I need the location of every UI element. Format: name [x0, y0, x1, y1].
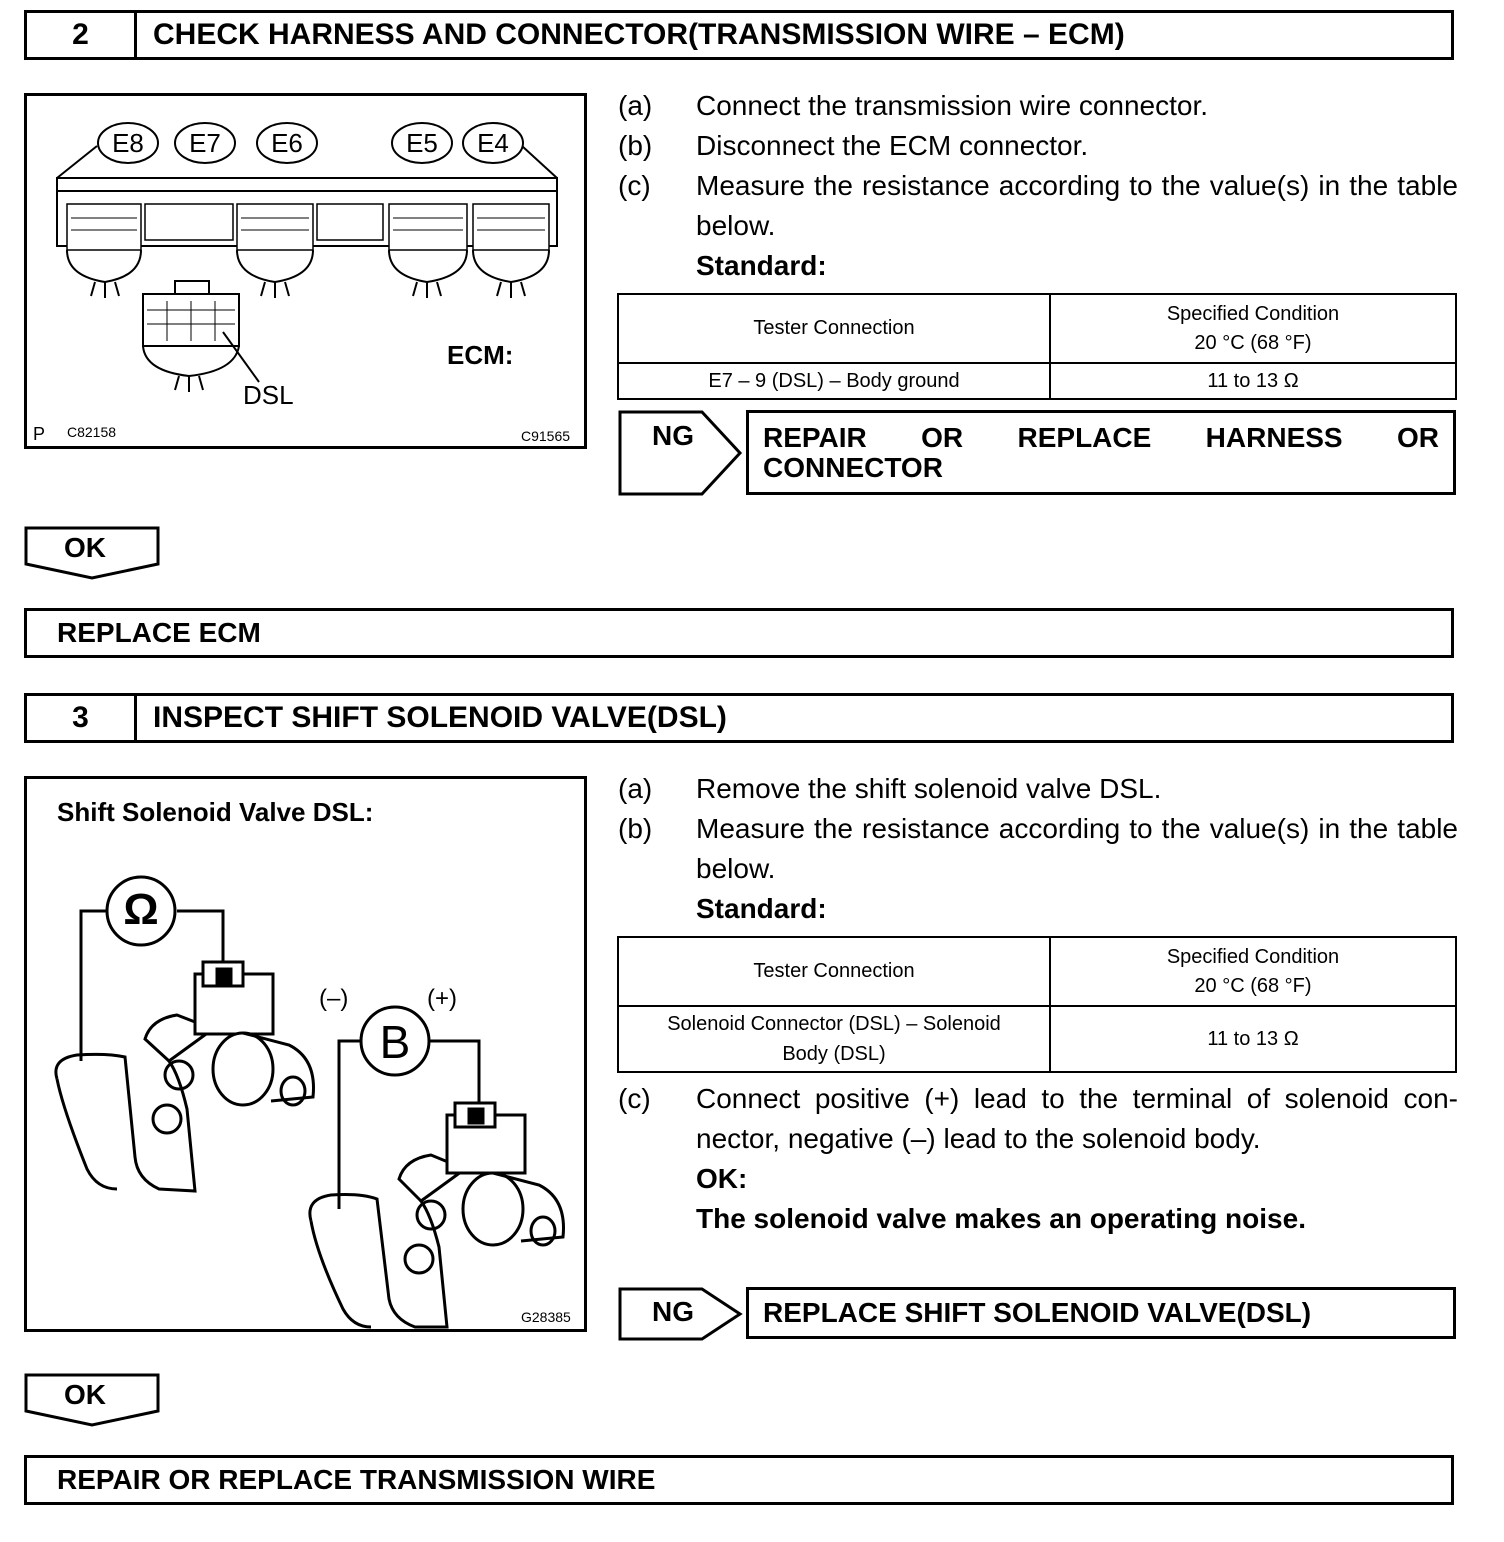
table-header-condition — [1050, 294, 1456, 363]
step2-spec-table — [617, 293, 1457, 400]
step-label: (a) — [618, 90, 653, 121]
step3-title: INSPECT SHIFT SOLENOID VALVE(DSL) — [153, 701, 727, 734]
figure-code-right: C91565 — [521, 428, 571, 444]
step3-ok-text: The solenoid valve makes an operating noise. — [696, 1203, 1306, 1234]
connector-e4-label: E4 — [477, 128, 509, 158]
step2-ok-result-text: REPLACE ECM — [57, 617, 261, 648]
step2-number: 2 — [27, 13, 137, 57]
step2-ng-result-text: REPAIR OR REPLACE HARNESS OR CONNECTOR — [763, 422, 1439, 483]
step2-instruction-a — [618, 86, 1458, 126]
step3-instruction-a — [618, 769, 1458, 809]
step3-ok-label: OK — [64, 1379, 106, 1410]
step2-instruction-c — [618, 166, 1458, 246]
step-label: (b) — [618, 130, 653, 161]
table-cell-connection: Solenoid Connector (DSL) – Solenoid Body (DSL) — [618, 1006, 1050, 1072]
step3-instruction-b — [618, 809, 1458, 889]
step3-header — [24, 693, 1454, 743]
dsl-label: DSL — [243, 380, 294, 410]
step2-ok-result — [24, 608, 1454, 658]
step3-number: 3 — [27, 696, 137, 740]
p-label: P — [33, 424, 46, 444]
step-text: Measure the resistance according to the value(s) in the table below. — [696, 813, 1458, 884]
condition-line1: Specified Condition — [1166, 302, 1340, 325]
step3-instruction-c — [618, 1079, 1458, 1159]
table-header-tester: Tester Connection — [618, 294, 1050, 363]
step3-ok-heading: OK: — [696, 1163, 748, 1194]
figure-code: G28385 — [521, 1309, 571, 1325]
step3-ng-result — [746, 1287, 1456, 1339]
step-label: (c) — [618, 170, 651, 201]
condition-line1: Specified Condition — [1166, 945, 1340, 968]
step3-ok-result — [24, 1455, 1454, 1505]
step2-ok-label: OK — [64, 532, 106, 563]
figure-code-left: C82158 — [67, 424, 117, 440]
solenoid-figure-title: Shift Solenoid Valve DSL: — [57, 797, 374, 827]
step3-ng-result-text: REPLACE SHIFT SOLENOID VALVE(DSL) — [763, 1297, 1312, 1328]
table-cell-connection: E7 – 9 (DSL) – Body ground — [618, 363, 1050, 399]
step-text: Connect the transmission wire connector. — [696, 90, 1209, 121]
step2-ng-label: NG — [652, 420, 694, 451]
step-label: (a) — [618, 773, 653, 804]
ecm-connector-figure — [24, 93, 587, 449]
connector-e8-label: E8 — [112, 128, 144, 158]
table-cell-value: 11 to 13 Ω — [1050, 363, 1456, 399]
ohm-symbol: Ω — [123, 885, 159, 934]
minus-label: (–) — [319, 985, 349, 1012]
condition-line2: 20 °C (68 °F) — [1194, 974, 1312, 997]
step2-instruction-b — [618, 126, 1458, 166]
step2-header — [24, 10, 1454, 60]
step-text: Remove the shift solenoid valve DSL. — [696, 773, 1162, 804]
condition-line2: 20 °C (68 °F) — [1194, 331, 1312, 354]
step-label: (c) — [618, 1083, 651, 1114]
step3-ok-result-text: REPAIR OR REPLACE TRANSMISSION WIRE — [57, 1464, 656, 1495]
connector-e7-label: E7 — [189, 128, 221, 158]
step3-spec-table — [617, 936, 1457, 1073]
table-header-condition — [1050, 937, 1456, 1006]
step-text: Disconnect the ECM connector. — [696, 130, 1089, 161]
solenoid-drawing — [27, 779, 584, 1329]
step-text: Connect positive (+) lead to the terminal of solenoid con-nector, negative (–) lead to the solenoid body. — [696, 1083, 1458, 1154]
step2-ng-result — [746, 410, 1456, 495]
solenoid-figure — [24, 776, 587, 1332]
plus-label: (+) — [427, 985, 457, 1012]
step-text: Measure the resistance according to the value(s) in the table below. — [696, 170, 1458, 241]
connector-e5-label: E5 — [406, 128, 438, 158]
step3-standard-label: Standard: — [696, 893, 827, 924]
battery-symbol: B — [379, 1016, 411, 1068]
step3-ng-label: NG — [652, 1296, 694, 1327]
step2-standard-label: Standard: — [696, 250, 827, 281]
step-label: (b) — [618, 813, 653, 844]
ecm-label: ECM: — [447, 340, 514, 370]
connector-e6-label: E6 — [271, 128, 303, 158]
table-cell-value: 11 to 13 Ω — [1050, 1006, 1456, 1072]
step2-title: CHECK HARNESS AND CONNECTOR(TRANSMISSION WIRE – ECM) — [153, 18, 1125, 51]
table-header-tester: Tester Connection — [618, 937, 1050, 1006]
